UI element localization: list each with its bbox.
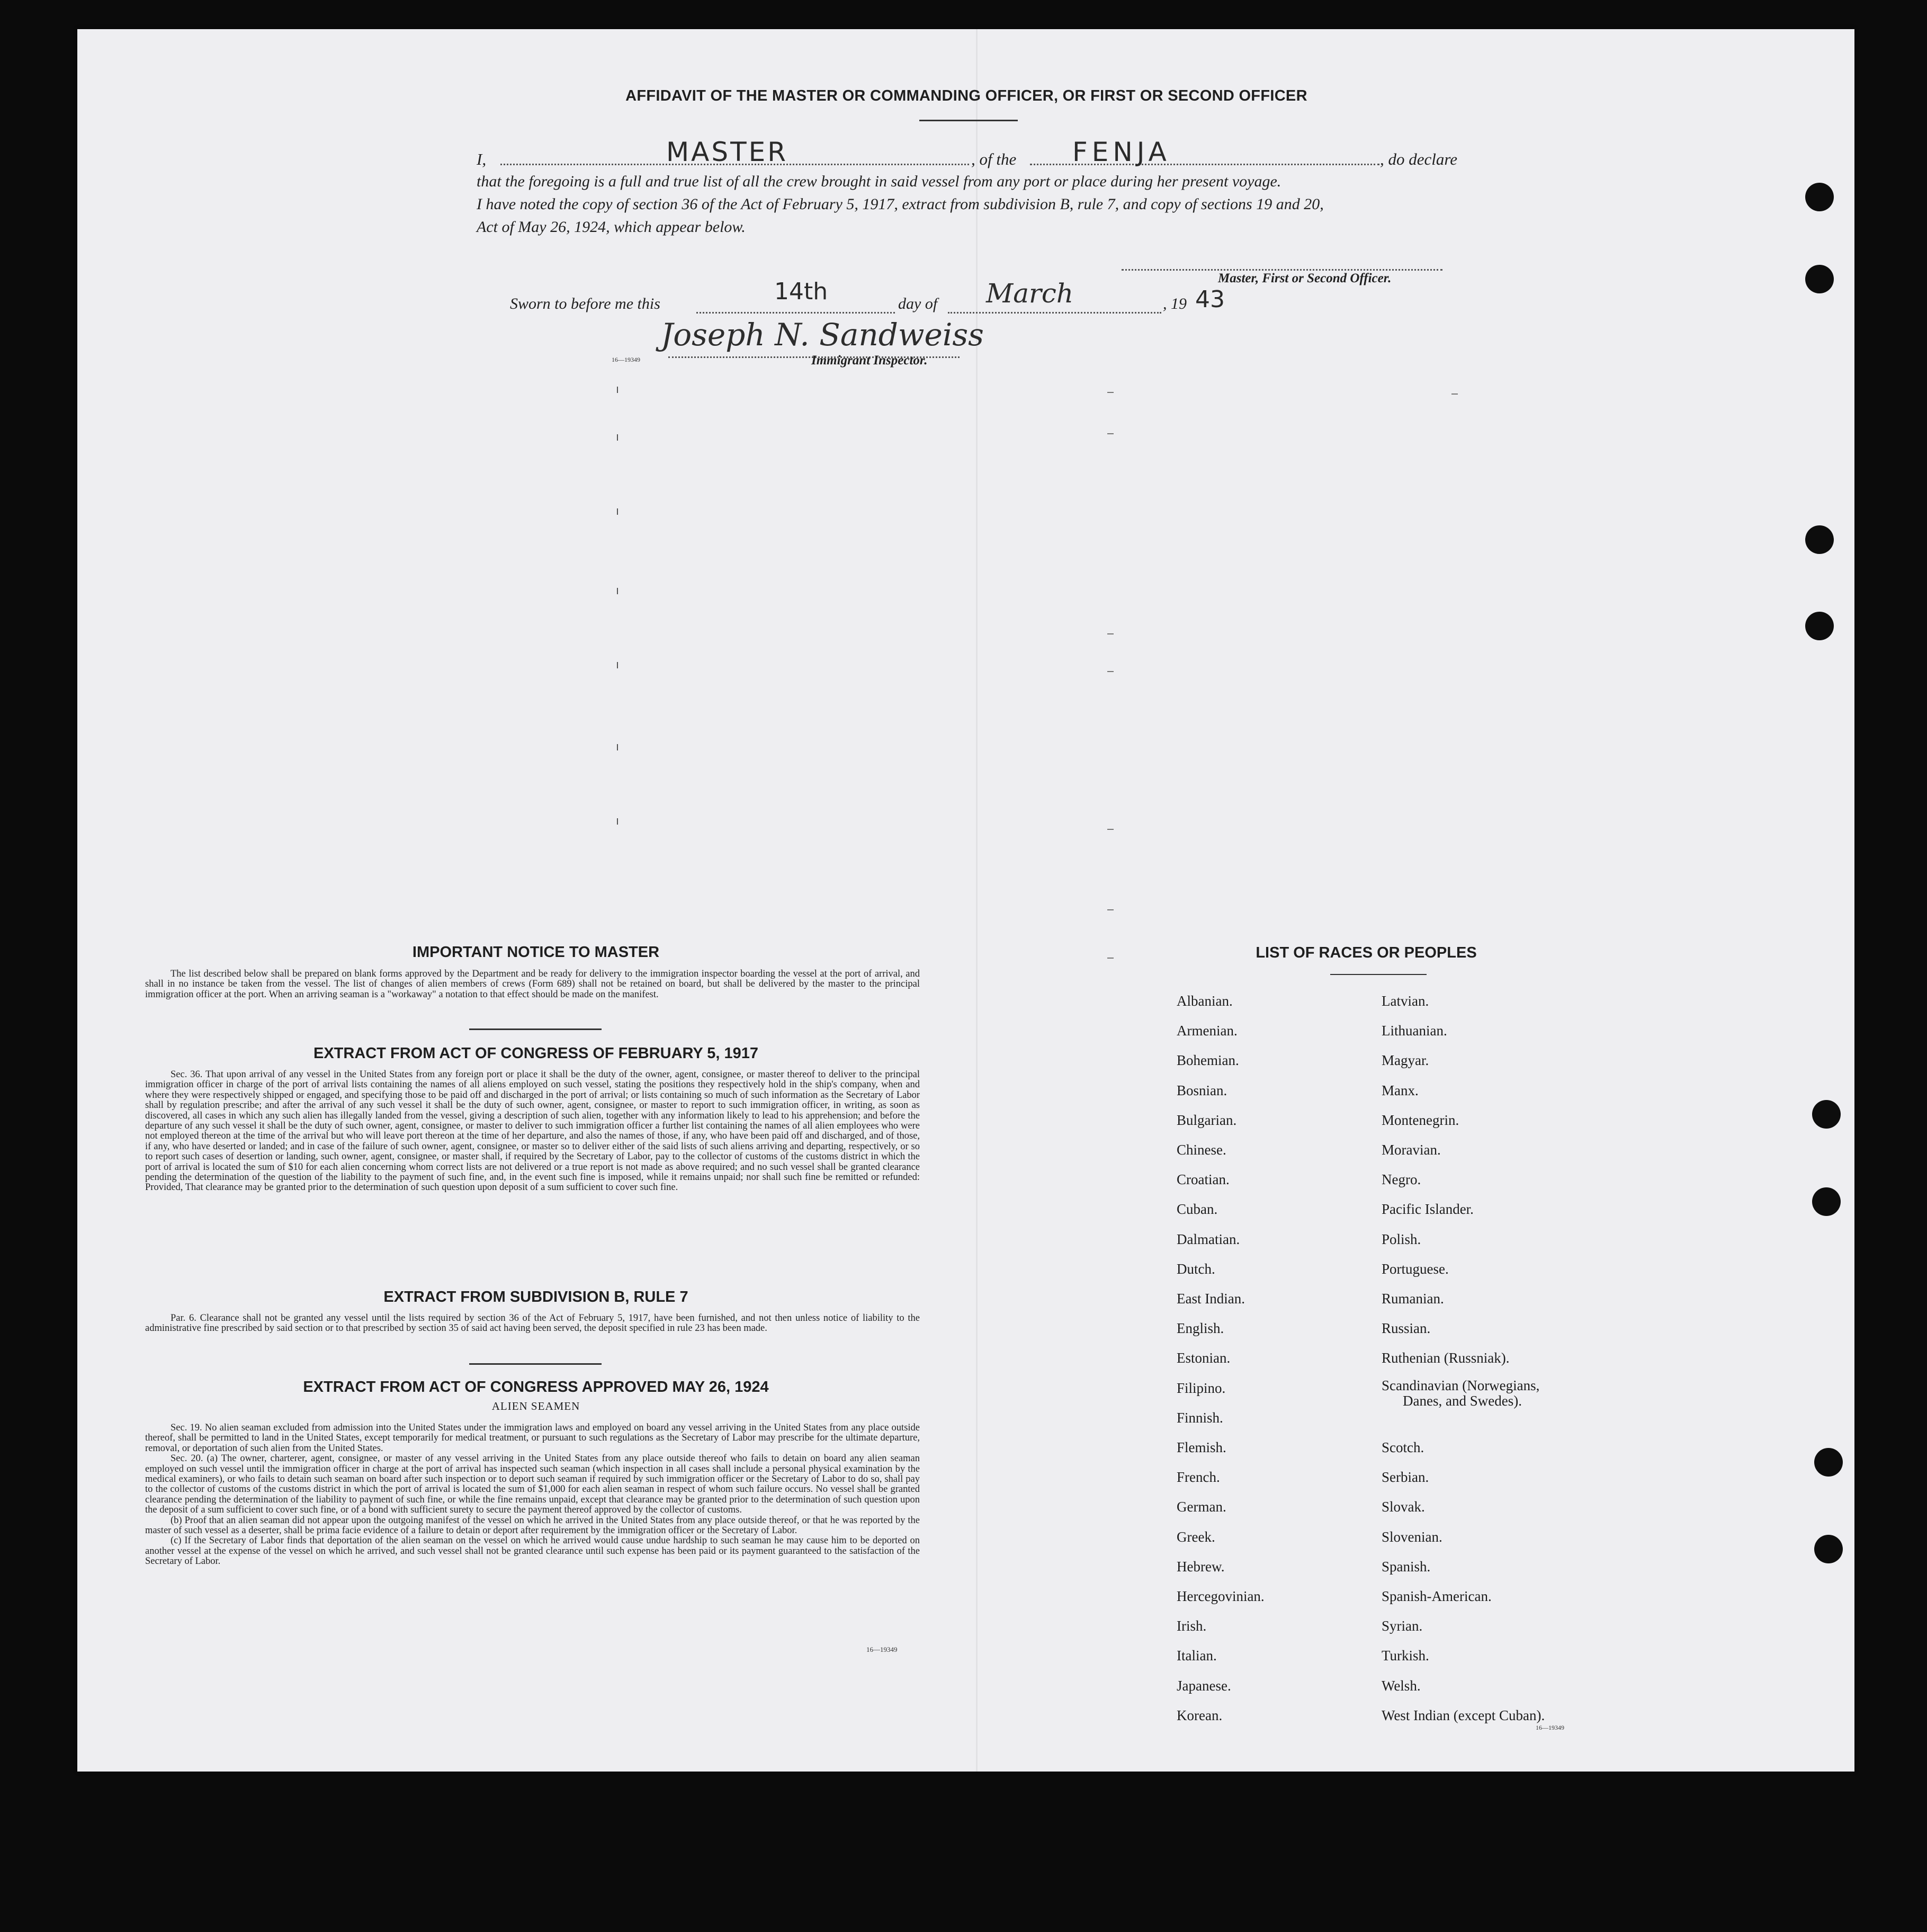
race-item: Bosnian. bbox=[1177, 1083, 1227, 1098]
vessel-value: FENJA bbox=[1072, 137, 1171, 167]
race-item: Slovenian. bbox=[1382, 1529, 1442, 1545]
race-item: Croatian. bbox=[1177, 1171, 1230, 1187]
rule-7-title: EXTRACT FROM SUBDIVISION B, RULE 7 bbox=[383, 1289, 688, 1305]
title-divider bbox=[919, 120, 1018, 121]
master-value: MASTER bbox=[666, 137, 788, 167]
form-number-right: 16—19349 bbox=[1536, 1724, 1564, 1731]
sec-20b-paragraph: (b) Proof that an alien seaman did not appear upon the outgoing manifest of the vessel on which he arrived in the United States from any place outside thereof, or that he was reported by the master of such vessel as a deserter, shall be prima facie evidence of a failure to detain or deport after requirement by the immigration officer or the Secretary of Labor. bbox=[145, 1515, 920, 1536]
race-item: Latvian. bbox=[1382, 993, 1429, 1009]
race-item: Korean. bbox=[1177, 1707, 1223, 1723]
day-value: 14th bbox=[774, 278, 828, 305]
race-item: Dalmatian. bbox=[1177, 1231, 1240, 1247]
race-item: Welsh. bbox=[1382, 1678, 1421, 1694]
dash-mark bbox=[1107, 433, 1114, 434]
dash-mark bbox=[1107, 671, 1114, 672]
race-item: Slovak. bbox=[1382, 1499, 1425, 1515]
i-label: I, bbox=[477, 150, 487, 168]
race-item: Lithuanian. bbox=[1382, 1023, 1447, 1039]
race-item: Syrian. bbox=[1382, 1618, 1423, 1634]
race-item: Turkish. bbox=[1382, 1648, 1429, 1663]
day-field[interactable] bbox=[696, 310, 895, 314]
punch-hole bbox=[1812, 1187, 1841, 1216]
race-item: Serbian. bbox=[1382, 1469, 1429, 1485]
race-item: Rumanian. bbox=[1382, 1291, 1444, 1307]
tick-mark bbox=[617, 387, 618, 393]
race-item: Negro. bbox=[1382, 1171, 1421, 1187]
race-item: Scotch. bbox=[1382, 1439, 1424, 1455]
race-item: Magyar. bbox=[1382, 1052, 1429, 1068]
sworn-label: Sworn to before me this bbox=[510, 295, 660, 312]
race-item: Estonian. bbox=[1177, 1350, 1231, 1366]
race-item: Filipino. bbox=[1177, 1380, 1226, 1396]
race-item: Moravian. bbox=[1382, 1142, 1441, 1158]
declaration-line-2: I have noted the copy of section 36 of the Act of February 5, 1917, extract from subdivision B, rule 7, and copy of sections 19 and 20, bbox=[477, 195, 1324, 213]
officer-signature-line[interactable] bbox=[1122, 267, 1442, 271]
tick-mark bbox=[617, 508, 618, 515]
year-value: 43 bbox=[1195, 286, 1225, 313]
race-item: Russian. bbox=[1382, 1320, 1431, 1336]
race-item: Japanese. bbox=[1177, 1678, 1231, 1694]
race-item: Greek. bbox=[1177, 1529, 1215, 1545]
race-item: Finnish. bbox=[1177, 1410, 1223, 1426]
punch-hole bbox=[1814, 1448, 1843, 1477]
race-item: Portuguese. bbox=[1382, 1261, 1449, 1277]
month-field[interactable] bbox=[948, 310, 1161, 314]
officer-caption: Master, First or Second Officer. bbox=[1218, 271, 1392, 285]
extract-1924-subtitle: ALIEN SEAMEN bbox=[491, 1400, 580, 1412]
race-item: Manx. bbox=[1382, 1083, 1419, 1098]
do-declare-label: , do declare bbox=[1380, 150, 1458, 168]
dash-mark bbox=[1107, 829, 1114, 830]
race-item: Italian. bbox=[1177, 1648, 1217, 1663]
punch-hole bbox=[1805, 265, 1834, 293]
tick-mark bbox=[617, 434, 618, 441]
race-item: Ruthenian (Russniak). bbox=[1382, 1350, 1510, 1366]
race-item: Spanish. bbox=[1382, 1559, 1431, 1575]
notice-paragraph: The list described below shall be prepared on blank forms approved by the Department and be ready for delivery to the immigration inspector boarding the vessel at the port of arrival, and shall in no instance be taken from the vessel. The list of changes of alien members of crews (Form 689) shall not be retained on board, but shall be delivered by the master to the principal immigration officer at the port. When an arriving seaman is a "workaway" a notation to that effect should be made on the manifest. bbox=[145, 969, 920, 1000]
punch-hole bbox=[1805, 612, 1834, 640]
extract-1917-text bbox=[145, 1070, 920, 1193]
rule-7-paragraph: Par. 6. Clearance shall not be granted any vessel until the lists required by section 36 of the Act of February 5, 1917, have been furnished, and not then unless notice of liability to the administrative fine prescribed by said section or to that prescribed by section 35 of said act having been served, the deposit specified in rule 23 has been made. bbox=[145, 1313, 920, 1334]
notice-title: IMPORTANT NOTICE TO MASTER bbox=[412, 944, 660, 961]
dash-mark bbox=[1107, 958, 1114, 959]
dash-mark bbox=[1451, 393, 1458, 395]
form-number-top: 16—19349 bbox=[612, 356, 640, 363]
rule-7-divider bbox=[469, 1363, 602, 1365]
rule-7-text bbox=[145, 1313, 920, 1334]
tick-mark bbox=[617, 662, 618, 668]
punch-hole bbox=[1814, 1535, 1843, 1563]
races-title: LIST OF RACES OR PEOPLES bbox=[1256, 944, 1477, 961]
race-item: German. bbox=[1177, 1499, 1226, 1515]
race-item: West Indian (except Cuban). bbox=[1382, 1707, 1545, 1723]
race-item: Polish. bbox=[1382, 1231, 1421, 1247]
day-of-label: day of bbox=[898, 295, 938, 312]
tick-mark bbox=[617, 744, 618, 750]
notice-text bbox=[145, 969, 920, 1000]
race-item: Bulgarian. bbox=[1177, 1112, 1237, 1128]
race-item: Montenegrin. bbox=[1382, 1112, 1459, 1128]
extract-1924-text bbox=[145, 1423, 920, 1567]
race-item: Scandinavian (Norwegians, bbox=[1382, 1378, 1540, 1393]
form-number-left: 16—19349 bbox=[866, 1645, 898, 1653]
race-item: Dutch. bbox=[1177, 1261, 1215, 1277]
race-item: Albanian. bbox=[1177, 993, 1233, 1009]
tick-mark bbox=[617, 588, 618, 594]
extract-1917-title: EXTRACT FROM ACT OF CONGRESS OF FEBRUARY 5, 1917 bbox=[313, 1045, 759, 1062]
race-item: Cuban. bbox=[1177, 1201, 1218, 1217]
race-item: Pacific Islander. bbox=[1382, 1201, 1474, 1217]
dash-mark bbox=[1107, 392, 1114, 393]
notice-divider bbox=[469, 1028, 602, 1030]
affidavit-title: AFFIDAVIT OF THE MASTER OR COMMANDING OFFICER, OR FIRST OR SECOND OFFICER bbox=[625, 87, 1307, 104]
race-item: Hebrew. bbox=[1177, 1559, 1225, 1575]
page-fold bbox=[976, 29, 978, 1772]
punch-hole bbox=[1812, 1100, 1841, 1129]
tick-mark bbox=[617, 818, 618, 825]
race-item: Flemish. bbox=[1177, 1439, 1226, 1455]
race-item: French. bbox=[1177, 1469, 1220, 1485]
declaration-line-1: that the foregoing is a full and true list of all the crew brought in said vessel from any port or place during her present voyage. bbox=[477, 173, 1281, 190]
race-item: Irish. bbox=[1177, 1618, 1207, 1634]
dash-mark bbox=[1107, 909, 1114, 910]
punch-hole bbox=[1805, 183, 1834, 211]
month-value: March bbox=[986, 278, 1074, 309]
race-item: Spanish-American. bbox=[1382, 1588, 1492, 1604]
declaration-line-3: Act of May 26, 1924, which appear below. bbox=[477, 218, 746, 236]
race-item: Chinese. bbox=[1177, 1142, 1226, 1158]
inspector-signature: Joseph N. Sandweiss bbox=[661, 317, 984, 353]
races-divider bbox=[1330, 974, 1427, 975]
race-item: Bohemian. bbox=[1177, 1052, 1239, 1068]
inspector-caption: Immigrant Inspector. bbox=[811, 353, 928, 368]
sec-19-paragraph: Sec. 19. No alien seaman excluded from admission into the United States under the immigration laws and employed on board any vessel arriving in the United States from any place outside thereof, shall be permitted to land in the United States, except temporarily for medical treatment, or pursuant to such regulations as the Secretary of Labor may prescribe for the ultimate departure, removal, or deportation of such alien from the United States. bbox=[145, 1423, 920, 1454]
extract-1924-title: EXTRACT FROM ACT OF CONGRESS APPROVED MAY 26, 1924 bbox=[303, 1379, 769, 1396]
race-item: Danes, and Swedes). bbox=[1403, 1393, 1522, 1409]
of-the-label: , of the bbox=[971, 150, 1017, 168]
sec-20a-paragraph: Sec. 20. (a) The owner, charterer, agent, consignee, or master of any vessel arriving in the United States from any place outside thereof who fails to detain on board any alien seaman employed on such vessel until the immigration officer in charge at the port of arrival has inspected such seaman (which inspection in all cases shall include a personal physical examination by the medical examiners), or who fails to detain such seaman on board after such inspection or to deport such seaman if required by such immigration officer or the Secretary of Labor to do so, shall pay to the collector of customs of the customs district in which the port of arrival is located the sum of $1,000 for each alien seaman in respect of whom such failure occurs. No vessel shall be granted clearance pending the determination of the liability to payment of such fine, or while the fine remains unpaid, except that clearance may be granted prior to the determination of such question upon the deposit of a sum sufficient to cover such fine, or of a bond with sufficient surety to secure the payment thereof approved by the collector of customs. bbox=[145, 1453, 920, 1516]
punch-hole bbox=[1805, 525, 1834, 554]
year-prefix: , 19 bbox=[1163, 295, 1187, 312]
sec-20c-paragraph: (c) If the Secretary of Labor finds that deportation of the alien seaman on the vessel on which he arrived would cause undue hardship to such seaman he may cause him to be deported on another vessel at the expense of the vessel on which he arrived, and such vessel shall not be granted clearance until such expense has been paid or its payment guaranteed to the satisfaction of the Secretary of Labor. bbox=[145, 1535, 920, 1567]
race-item: Armenian. bbox=[1177, 1023, 1238, 1039]
race-item: English. bbox=[1177, 1320, 1224, 1336]
race-item: East Indian. bbox=[1177, 1291, 1245, 1307]
dash-mark bbox=[1107, 633, 1114, 634]
extract-1917-paragraph: Sec. 36. That upon arrival of any vessel in the United States from any foreign port or place it shall be the duty of the owner, agent, consignee, or master thereof to deliver to the principal immigration officer in charge of the port of arrival lists containing the names of all aliens employed on such vessel, stating the positions they respectively hold in the ship's company, when and where they were respectively shipped or engaged, and specifying those to be paid off and discharged in the port of arrival; or lists containing so much of such information as the Secretary of Labor shall by regulation prescribe; and after the arrival of any such vessel it shall be the duty of such owner, agent, consignee, or master to report to such immigration officer, in writing, as soon as discovered, all cases in which any such alien has illegally landed from the vessel, giving a description of such alien, together with any information likely to lead to his apprehension; and before the departure of any such vessel it shall be the duty of such owner, agent, consignee, or master to deliver to such immigration officer a further list containing the names of all alien employees who were not employed thereon at the time of the arrival but who will leave port thereon at the time of her departure, and also the names of those, if any, who have been paid off and discharged, and of those, if any, who have deserted or landed; and in case of the failure of such owner, agent, consignee, or master so to deliver either of the said lists of such aliens arriving and departing, respectively, or so to report such cases of desertion or landing, such owner, agent, consignee, or master shall, if required by the Secretary of Labor, pay to the collector of customs of the customs district in which the port of arrival is located the sum of $10 for each alien concerning whom correct lists are not delivered or a true report is not made as above required; and no such vessel shall be granted clearance pending the determination of the question of the liability to the payment of such fine, and, in the event such fine is imposed, while it remains unpaid; nor shall such fine be remitted or refunded: Provided, That clearance may be granted prior to the determination of such question upon deposit of a sum sufficient to cover such fine. bbox=[145, 1069, 920, 1193]
race-item: Hercegovinian. bbox=[1177, 1588, 1265, 1604]
